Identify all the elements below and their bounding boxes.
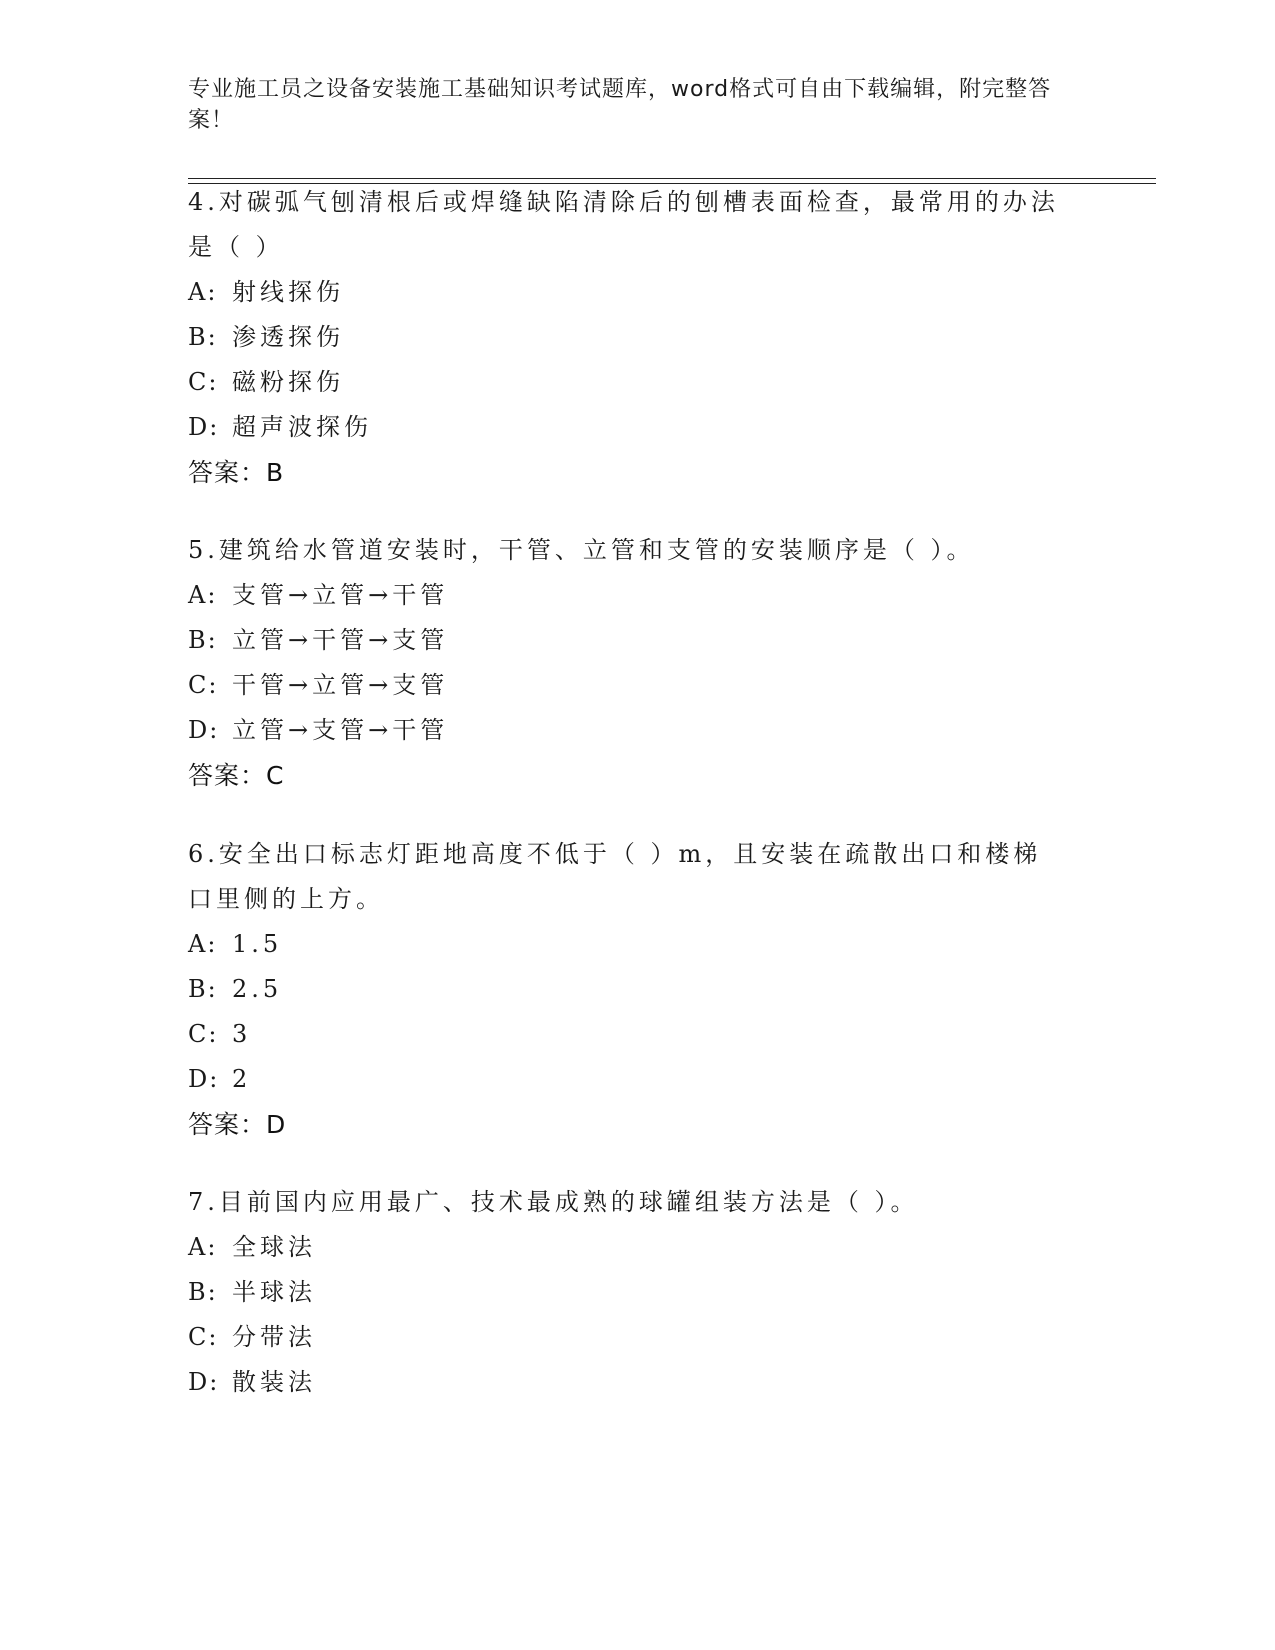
option-a bbox=[188, 573, 1068, 618]
option-text: 半球法 bbox=[232, 1278, 316, 1306]
option-letter: A: bbox=[188, 930, 218, 958]
option-text: 2 bbox=[232, 1065, 252, 1093]
question-4 bbox=[188, 180, 1068, 495]
option-letter: D: bbox=[188, 1368, 220, 1396]
option-letter: A: bbox=[188, 581, 218, 609]
option-letter: B: bbox=[188, 626, 218, 654]
option-letter: B: bbox=[188, 975, 218, 1003]
question-stem: 6.安全出口标志灯距地高度不低于（ ）m，且安装在疏散出口和楼梯口里侧的上方。 bbox=[188, 840, 1042, 913]
option-b bbox=[188, 1270, 1068, 1315]
option-c bbox=[188, 1315, 1068, 1360]
option-text: 2.5 bbox=[232, 975, 283, 1003]
option-letter: A: bbox=[188, 1233, 218, 1261]
answer-text: 答案：B bbox=[188, 458, 285, 487]
option-letter: D: bbox=[188, 716, 220, 744]
option-d bbox=[188, 1360, 1068, 1405]
document-header: 专业施工员之设备安装施工基础知识考试题库，word格式可自由下载编辑，附完整答案！ bbox=[188, 77, 1052, 133]
option-text: 散装法 bbox=[232, 1368, 316, 1396]
question-7 bbox=[188, 1180, 1068, 1405]
option-letter: C: bbox=[188, 671, 219, 699]
option-text: 支管→立管→干管 bbox=[232, 581, 449, 609]
option-text: 3 bbox=[232, 1020, 252, 1048]
option-b bbox=[188, 618, 1068, 663]
header-divider-top bbox=[188, 178, 1156, 179]
option-c bbox=[188, 663, 1068, 708]
option-letter: C: bbox=[188, 368, 219, 396]
option-d bbox=[188, 708, 1068, 753]
question-stem: 7.目前国内应用最广、技术最成熟的球罐组装方法是（ ）。 bbox=[188, 1188, 919, 1216]
option-text: 分带法 bbox=[232, 1323, 316, 1351]
answer-text: 答案：D bbox=[188, 1110, 287, 1139]
option-letter: A: bbox=[188, 278, 218, 306]
option-text: 立管→干管→支管 bbox=[232, 626, 449, 654]
question-stem: 5.建筑给水管道安装时，干管、立管和支管的安装顺序是（ ）。 bbox=[188, 536, 975, 564]
option-b bbox=[188, 315, 1068, 360]
option-a bbox=[188, 270, 1068, 315]
option-letter: C: bbox=[188, 1323, 219, 1351]
question-6 bbox=[188, 832, 1068, 1147]
option-text: 立管→支管→干管 bbox=[232, 716, 449, 744]
option-letter: B: bbox=[188, 323, 218, 351]
option-text: 渗透探伤 bbox=[232, 323, 344, 351]
option-text: 超声波探伤 bbox=[232, 413, 372, 441]
option-text: 全球法 bbox=[232, 1233, 316, 1261]
question-5 bbox=[188, 528, 1068, 798]
question-stem: 4.对碳弧气刨清根后或焊缝缺陷清除后的刨槽表面检查，最常用的办法是（ ） bbox=[188, 188, 1059, 261]
option-a bbox=[188, 922, 1068, 967]
option-letter: D: bbox=[188, 413, 220, 441]
option-letter: C: bbox=[188, 1020, 219, 1048]
option-text: 磁粉探伤 bbox=[232, 368, 344, 396]
option-letter: D: bbox=[188, 1065, 220, 1093]
option-c bbox=[188, 360, 1068, 405]
option-letter: B: bbox=[188, 1278, 218, 1306]
option-d bbox=[188, 1057, 1068, 1102]
option-a bbox=[188, 1225, 1068, 1270]
option-b bbox=[188, 967, 1068, 1012]
option-d bbox=[188, 405, 1068, 450]
option-text: 1.5 bbox=[232, 930, 283, 958]
option-c bbox=[188, 1012, 1068, 1057]
answer-text: 答案：C bbox=[188, 761, 285, 790]
option-text: 干管→立管→支管 bbox=[232, 671, 449, 699]
option-text: 射线探伤 bbox=[232, 278, 344, 306]
